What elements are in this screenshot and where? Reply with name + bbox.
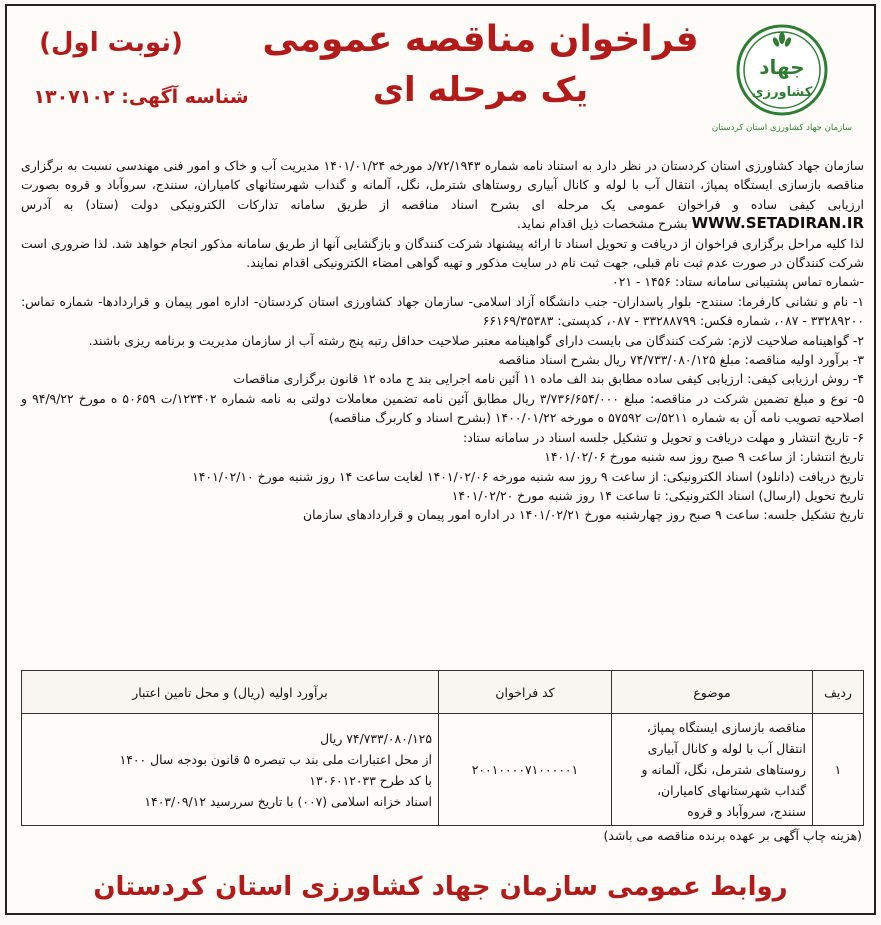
notice-title — [257, 14, 704, 114]
title-line-2: یک مرحله ای — [372, 70, 589, 110]
intro-text: سازمان جهاد کشاورزی استان کردستان در نظر دارد به استناد نامه شماره ۷۲/۱۹۴۳/د مورخه ۱۴۰۱/۰۱/۲۴ مدیریت آب و خاک و امور فنی مهندسی نسبت به برگزاری مناقصه بازسازی ایستگاه پمپاژ، انتقال آب با لوله و کانال آبیاری روستاهای شترمل، نگل، آلمانه و گنداب شهرستانهای کامیاران، سنندج، سروآباد و قروه بصورت ارزیابی کیفی ساده و فراخوان عمومی یک مرحله ای بشرح اسناد مناقصه از طریق سامانه تدارکات الکترونیکی دولت (ستاد) به آدرس — [21, 158, 864, 212]
notice-header — [7, 6, 874, 156]
tender-table-wrap — [21, 670, 864, 826]
item-guarantee: ۵- نوع و مبلغ تضمین شرکت در مناقصه: مبلغ ۳/۷۳۶/۶۵۴/۰۰۰ ریال مطابق آئین نامه تضمین معاملات دولتی به نامه شماره ۱۲۳۴۰۲/ت ۵۰۶۵۹ ه مورخ ۹۴/۹/۲۲ و اصلاحیه تصویب نامه آن به شماره ۵۲۱۱/ت ۵۷۵۹۲ ه مورخه ۱۴۰۰/۰۱/۲۲ (بشرح اسناد و کاربرگ مناقصه) — [21, 390, 864, 426]
table-header-row — [22, 671, 864, 714]
cell-radif: ۱ — [813, 714, 864, 826]
jahad-logo — [711, 16, 853, 138]
item-employer: ۱- نام و نشانی کارفرما: سنندج- بلوار پاسداران- جنب دانشگاه آزاد اسلامی- سازمان جهاد کشاورزی استان کردستان- اداره امور پیمان و قراردادها- شماره تماس: ۳۳۲۸۹۲۰۰ - ۰۸۷، شماره فکس: ۳۳۲۸۸۷۹۹ - ۰۸۷، کدپستی: ۶۶۱۶۹/۳۵۳۸۳ — [21, 293, 864, 329]
item-estimate: ۳- برآورد اولیه مناقصه: مبلغ ۷۴/۷۳۳/۰۸۰/۱۲۵ ریال بشرح اسناد مناقصه — [498, 352, 864, 368]
budget-plan-code: با کد طرح ۱۳۰۶۰۱۲۰۳۳ — [309, 772, 432, 788]
procedure-paragraph: لذا کلیه مراحل برگزاری فراخوان از دریافت و تحویل اسناد تا ارائه پیشنهاد شرکت کنندگان و بازگشایی آنها از طریق سامانه مذکور انجام خواهد شد. لذا ضروری است شرکت کنندگان در صورت عدم ثبت نام قبلی، جهت ثبت نام در سایت مذکور و تهیه گواهی امضاء الکترونیکی اقدام نمایند. — [21, 235, 864, 271]
header-radif: ردیف — [813, 671, 864, 714]
table-row — [22, 714, 864, 826]
publication-round: (نوبت اول) — [39, 28, 183, 58]
budget-treasury: اسناد خزانه اسلامی (۰۰۷) با تاریخ سررسید ۱۴۰۳/۰۹/۱۲ — [144, 793, 432, 809]
cell-subject: مناقصه بازسازی ایستگاه پمپاژ، انتقال آب با لوله و کانال آبیاری روستاهای شترمل، نگل، آلمانه و گنداب شهرستانهای کامیاران، سنندج، سروآباد و قروه — [612, 714, 813, 826]
date-submit: تاریخ تحویل (ارسال) اسناد الکترونیکی: تا ساعت ۱۴ روز شنبه مورخ ۱۴۰۱/۰۲/۲۰ — [451, 487, 864, 503]
cell-budget — [22, 714, 439, 826]
item-dates-heading: ۶- تاریخ انتشار و مهلت دریافت و تحویل و تشکیل جلسه اسناد در سامانه ستاد: — [463, 429, 864, 445]
budget-source: از محل اعتبارات ملی بند ب تبصره ۵ قانون بودجه سال ۱۴۰۰ — [119, 751, 432, 767]
date-download: تاریخ دریافت (دانلود) اسناد الکترونیکی: از ساعت ۹ روز سه شنبه مورخه ۱۴۰۱/۰۲/۰۶ لغایت ساعت ۱۴ روز شنبه مورخ ۱۴۰۱/۰۲/۱۰ — [192, 468, 864, 484]
item-evaluation: ۴- روش ارزیابی کیفی: ارزیابی کیفی ساده مطابق بند الف ماده ۱۱ آئین نامه اجرایی بند ج ماده ۱۲ قانون برگزاری مناقصات — [233, 371, 864, 387]
notice-id: شناسه آگهی: ۱۳۰۷۱۰۲ — [33, 86, 249, 108]
intro-paragraph — [21, 156, 864, 234]
item-qualification: ۲- گواهینامه صلاحیت لازم: شرکت کنندگان می بایست دارای گواهینامه معتبر صلاحیت حداقل رتبه پنج رشته آب از سازمان مدیریت و برنامه ریزی باشند. — [88, 332, 864, 348]
date-publish: تاریخ انتشار: از ساعت ۹ صبح روز سه شنبه مورخ ۱۴۰۱/۰۲/۰۶ — [544, 449, 864, 465]
logo-top-text: جهاد — [759, 55, 805, 79]
footer-public-relations: روابط عمومی سازمان جهاد کشاورزی استان کردستان — [93, 872, 788, 902]
date-meeting: تاریخ تشکیل جلسه: ساعت ۹ صبح روز چهارشنبه مورخ ۱۴۰۱/۰۲/۲۱ در اداره امور پیمان و قراردادهای سازمان — [303, 507, 864, 523]
logo-bottom-text: کشاورزی — [751, 85, 813, 100]
title-line-1: فراخوان مناقصه عمومی — [262, 19, 699, 60]
header-subject: موضوع — [612, 671, 813, 714]
intro-end-text: بشرح مشخصات ذیل اقدام نماید. — [517, 216, 688, 232]
cell-code: ۲۰۰۱۰۰۰۰۷۱۰۰۰۰۰۱ — [439, 714, 612, 826]
logo-caption: سازمان جهاد کشاورزی استان کردستان — [711, 123, 853, 133]
tender-table — [21, 670, 864, 826]
header-code: کد فراخوان — [439, 671, 612, 714]
header-budget: برآورد اولیه (ریال) و محل تامین اعتبار — [22, 671, 439, 714]
support-phone: -شماره تماس پشتیبانی سامانه ستاد: ۱۴۵۶ - ۰۲۱ — [612, 274, 864, 290]
setad-website-link[interactable]: WWW.SETADIRAN.IR — [691, 214, 864, 233]
tender-notice — [5, 4, 876, 915]
budget-amount: ۷۴/۷۳۳/۰۸۰/۱۲۵ ریال — [320, 730, 432, 746]
notice-body — [7, 156, 874, 525]
print-cost-note: (هزینه چاپ آگهی بر عهده برنده مناقصه می باشد) — [603, 828, 862, 843]
